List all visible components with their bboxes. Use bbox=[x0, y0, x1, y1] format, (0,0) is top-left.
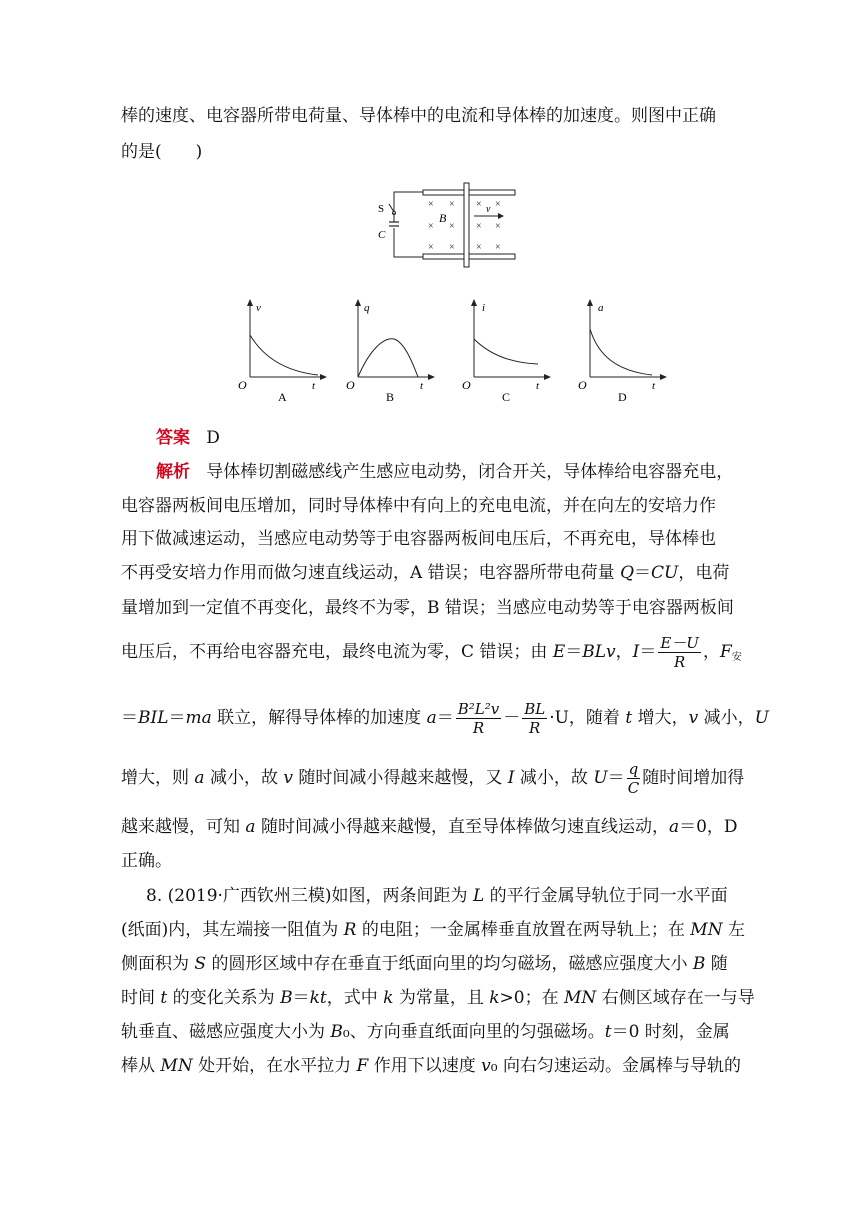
math-var: B bbox=[280, 988, 293, 1008]
curve-i-decay bbox=[474, 339, 538, 364]
svg-text:t: t bbox=[536, 380, 540, 392]
svg-text:×: × bbox=[495, 221, 501, 232]
math-var: B bbox=[330, 1022, 343, 1042]
text-run: ，电荷 bbox=[678, 563, 730, 583]
answer-label: 答案 bbox=[156, 428, 190, 448]
q8-line-1 bbox=[146, 884, 728, 908]
text-run: ＝ bbox=[607, 768, 625, 788]
text-run: 增大，则 bbox=[121, 768, 195, 788]
q8-line-5 bbox=[121, 1020, 730, 1044]
math-var: MN bbox=[690, 920, 723, 940]
answer-value: D bbox=[206, 428, 220, 448]
math-var: v bbox=[688, 708, 699, 728]
text-run: － bbox=[503, 708, 521, 728]
svg-text:×: × bbox=[449, 199, 455, 210]
math-var: a bbox=[245, 817, 256, 837]
math-var: a bbox=[194, 768, 205, 788]
analysis-line-6 bbox=[121, 634, 742, 671]
svg-text:B: B bbox=[439, 211, 447, 225]
analysis-line-10: 正确。 bbox=[121, 851, 172, 871]
question-text-line: 棒的速度、电容器所带电荷量、导体棒中的电流和导体棒的加速度。则图中正确 bbox=[121, 106, 716, 126]
text-run: 增大， bbox=[632, 708, 689, 728]
math-var: MN bbox=[564, 988, 597, 1008]
text-run: 减小， bbox=[698, 708, 755, 728]
math-var: B bbox=[692, 954, 706, 974]
text-run: 左 bbox=[722, 920, 745, 940]
math-var: I bbox=[632, 642, 640, 662]
text-run: 的变化关系为 bbox=[167, 988, 281, 1008]
math-var: Q bbox=[620, 563, 635, 583]
math-var: F bbox=[356, 1056, 369, 1076]
text-run: 棒从 bbox=[121, 1056, 161, 1076]
question-text-line: 的是( ) bbox=[121, 142, 203, 162]
circuit-figure bbox=[370, 182, 520, 268]
svg-text:×: × bbox=[476, 242, 482, 253]
text-run: 、方向垂直纸面向里的匀强磁场。 bbox=[349, 1022, 605, 1042]
fraction-e-minus-u-over-r: $\frac{E-U}{R}$ bbox=[660, 634, 699, 671]
text-run: 越来越慢，可知 bbox=[121, 817, 246, 837]
text-run: (纸面)内，其左端接一阻值为 bbox=[121, 920, 344, 940]
math-var: R bbox=[343, 920, 357, 940]
analysis-line-4 bbox=[121, 561, 729, 585]
text-run: 向右匀速运动。金属棒与导轨的 bbox=[497, 1056, 741, 1076]
analysis-text: 导体棒切割磁感线产生感应电动势，闭合开关，导体棒给电容器充电， bbox=[206, 462, 734, 482]
text-run: ， bbox=[702, 642, 720, 662]
math-var: CU bbox=[651, 563, 679, 583]
text-run: 联立，解得导体棒的加速度 bbox=[211, 708, 427, 728]
text-run: 时间 bbox=[121, 988, 161, 1008]
math-var: t bbox=[625, 708, 633, 728]
math-var: MN bbox=[160, 1056, 193, 1076]
svg-text:×: × bbox=[428, 242, 434, 253]
q8-line-2 bbox=[121, 918, 745, 942]
text-run: 电压后，不再给电容器充电，最终电流为零，C 错误；由 bbox=[121, 642, 553, 662]
fraction-b2l2v-over-r: $\frac{\text{B²L²v}}{R}$ bbox=[457, 700, 500, 737]
svg-text:×: × bbox=[476, 199, 482, 210]
analysis-line-2: 电容器两板间电压增加，同时导体棒中有向上的充电电流，并在向左的安培力作 bbox=[121, 496, 716, 516]
svg-text:×: × bbox=[449, 242, 455, 253]
math-var: L bbox=[472, 886, 485, 906]
subscript: ₀ bbox=[342, 1022, 350, 1042]
math-var: k bbox=[383, 988, 394, 1008]
svg-text:O: O bbox=[346, 378, 355, 392]
text-run: 随时间增加得 bbox=[642, 768, 745, 788]
svg-text:×: × bbox=[428, 199, 434, 210]
text-run: ， bbox=[615, 642, 633, 662]
text-run: 不再受安培力作用而做匀速直线运动，A 错误；电容器所带电荷量 bbox=[121, 563, 621, 583]
curve-q-hump bbox=[358, 339, 418, 377]
svg-text:O: O bbox=[462, 378, 471, 392]
graph-B bbox=[340, 297, 440, 403]
analysis-line-3: 用下做减速运动，当感应电动势等于电容器两板间电压后，不再充电，导体棒也 bbox=[121, 529, 716, 549]
text-run: ＝ bbox=[121, 708, 138, 728]
text-run: ＝ bbox=[168, 708, 186, 728]
text-run: 随时间减小得越来越慢，又 bbox=[292, 768, 508, 788]
svg-text:a: a bbox=[598, 302, 604, 314]
svg-text:v: v bbox=[486, 204, 491, 215]
math-var: U bbox=[593, 768, 608, 788]
svg-text:D: D bbox=[618, 390, 627, 403]
text-run: ＝0，D bbox=[679, 817, 738, 837]
math-var: E bbox=[552, 642, 566, 662]
q8-line-4 bbox=[121, 986, 755, 1010]
text-run: 侧面积为 bbox=[121, 954, 195, 974]
text-run: >0；在 bbox=[499, 988, 565, 1008]
subscript: ₀ bbox=[490, 1056, 498, 1076]
text-run: 随 bbox=[705, 954, 728, 974]
text-run: 处开始，在水平拉力 bbox=[192, 1056, 357, 1076]
svg-text:A: A bbox=[278, 390, 287, 403]
svg-text:i: i bbox=[482, 302, 486, 314]
answer-line bbox=[156, 426, 220, 450]
math-var: I bbox=[507, 768, 515, 788]
math-var: BIL bbox=[138, 708, 169, 728]
svg-text:S: S bbox=[378, 203, 385, 215]
text-run: 8. (2019·广西钦州三模)如图，两条间距为 bbox=[146, 886, 473, 906]
svg-text:×: × bbox=[449, 221, 455, 232]
text-run: 为常量，且 bbox=[393, 988, 490, 1008]
svg-text:×: × bbox=[495, 199, 501, 210]
math-var: v bbox=[481, 1056, 491, 1076]
text-run: 的电阻；一金属棒垂直放置在两导轨上；在 bbox=[356, 920, 691, 940]
svg-text:O: O bbox=[238, 378, 247, 392]
text-run: 的平行金属导轨位于同一水平面 bbox=[484, 886, 728, 906]
text-run: ＝ bbox=[639, 642, 657, 662]
analysis-line-9 bbox=[121, 815, 738, 839]
math-var: k bbox=[489, 988, 500, 1008]
svg-text:t: t bbox=[652, 380, 656, 392]
text-run: ，式中 bbox=[326, 988, 384, 1008]
math-var: BLv bbox=[582, 642, 616, 662]
conductor-rod bbox=[464, 183, 469, 267]
svg-text:t: t bbox=[420, 380, 424, 392]
analysis-line-1 bbox=[156, 460, 733, 484]
text-run: 的圆形区域中存在垂直于纸面向里的均匀磁场，磁感应强度大小 bbox=[206, 954, 693, 974]
math-var: t bbox=[604, 1022, 612, 1042]
graph-A bbox=[232, 297, 332, 403]
analysis-line-7 bbox=[121, 700, 769, 737]
text-run: ＝0 时刻，金属 bbox=[611, 1022, 730, 1042]
q8-line-3 bbox=[121, 952, 728, 976]
text-run: ＝ bbox=[565, 642, 583, 662]
svg-text:C: C bbox=[502, 390, 511, 403]
math-var: ma bbox=[185, 708, 212, 728]
graph-D bbox=[572, 297, 672, 403]
text-run: 随时间减小得越来越慢，直至导体棒做匀速直线运动， bbox=[255, 817, 669, 837]
math-var: U bbox=[754, 708, 769, 728]
q8-line-6 bbox=[121, 1054, 741, 1078]
svg-text:v: v bbox=[256, 302, 261, 314]
svg-text:C: C bbox=[378, 229, 386, 241]
svg-text:×: × bbox=[476, 221, 482, 232]
analysis-line-8 bbox=[121, 760, 744, 797]
text-run: ＝ bbox=[436, 708, 454, 728]
switch-blade bbox=[389, 204, 394, 212]
text-run: ＝ bbox=[634, 563, 652, 583]
analysis-label: 解析 bbox=[156, 462, 190, 482]
math-var: a bbox=[426, 708, 437, 728]
fraction-bl-over-r: $\frac{BL}{R}$ bbox=[524, 700, 546, 737]
graph-C bbox=[456, 297, 556, 403]
text-run: 右侧区域存在一与导 bbox=[596, 988, 755, 1008]
fraction-q-over-c: $\frac{q}{C}$ bbox=[627, 760, 640, 797]
text-run: 减小，故 bbox=[204, 768, 284, 788]
subscript: 安 bbox=[731, 652, 742, 663]
svg-text:q: q bbox=[364, 302, 370, 314]
math-var: S bbox=[194, 954, 207, 974]
svg-text:×: × bbox=[428, 221, 434, 232]
curve-v-decay bbox=[250, 335, 318, 375]
svg-text:O: O bbox=[578, 378, 587, 392]
text-run: 轨垂直、磁感应强度大小为 bbox=[121, 1022, 331, 1042]
math-var: F bbox=[719, 642, 732, 662]
text-run: 作用下以速度 bbox=[368, 1056, 482, 1076]
math-var: kt bbox=[309, 988, 327, 1008]
text-run: ·U，随着 bbox=[549, 708, 626, 728]
analysis-line-5: 量增加到一定值不再变化，最终不为零，B 错误；当感应电动势等于电容器两板间 bbox=[121, 598, 734, 618]
svg-text:t: t bbox=[312, 380, 316, 392]
math-var: v bbox=[283, 768, 293, 788]
math-var: t bbox=[160, 988, 168, 1008]
text-run: 减小，故 bbox=[514, 768, 594, 788]
curve-a-decay bbox=[590, 329, 652, 375]
math-var: a bbox=[668, 817, 680, 837]
svg-text:×: × bbox=[495, 242, 501, 253]
text-run: ＝ bbox=[292, 988, 310, 1008]
svg-text:B: B bbox=[386, 390, 395, 403]
